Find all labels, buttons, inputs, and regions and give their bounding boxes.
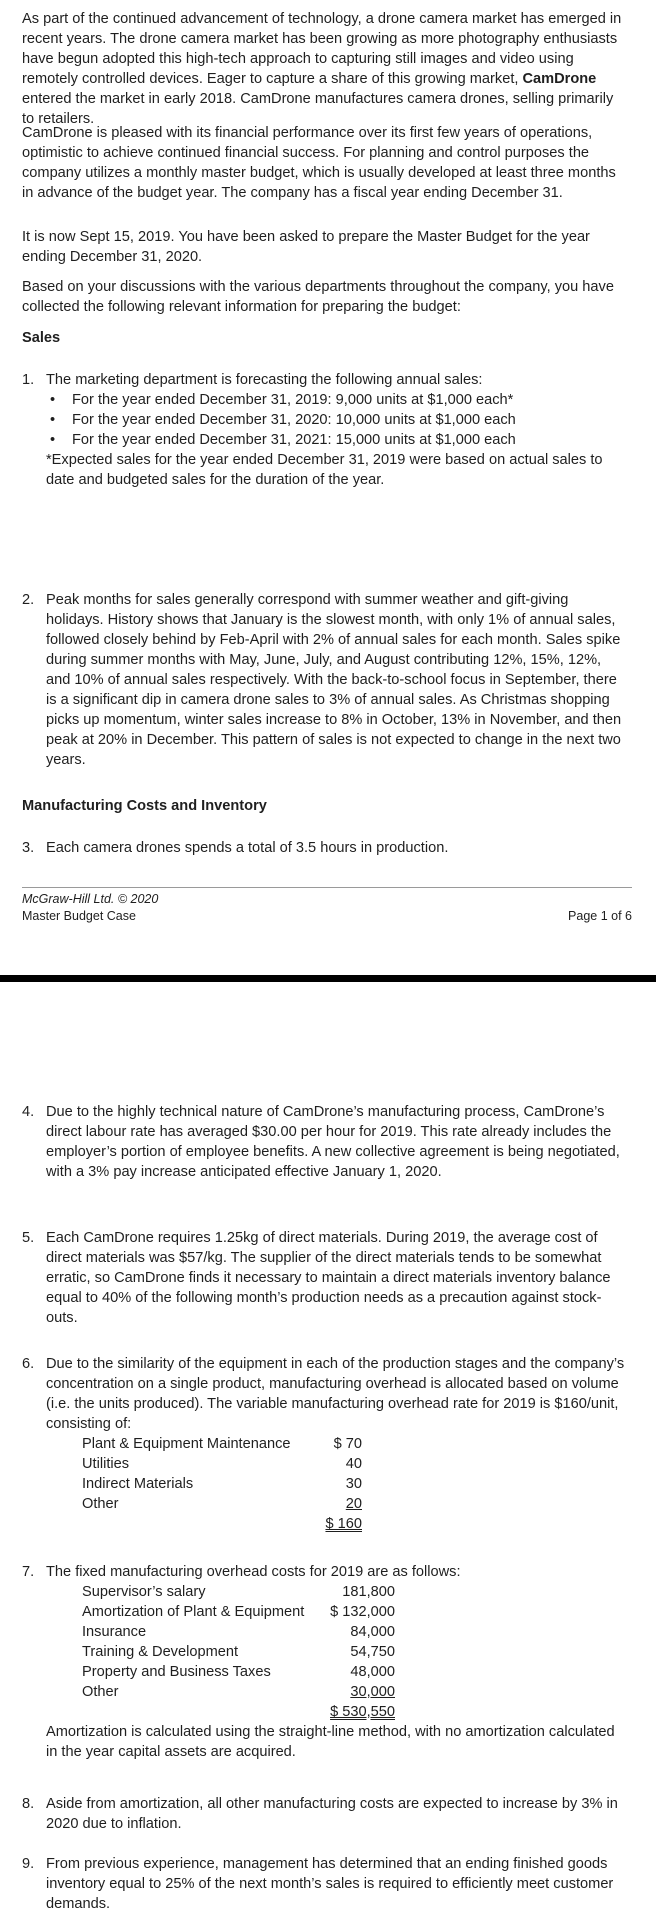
list-item-7 [22, 1562, 628, 1762]
total-row: $ 530,550 [330, 1704, 395, 1720]
amortization-note: Amortization is calculated using the straight-line method, with no amortization calculated in the year capital assets are acquired. [46, 1724, 615, 1760]
table-row: Indirect Materials 30 [82, 1476, 362, 1492]
document-page-2 [0, 982, 656, 1920]
fixed-overhead-table [82, 1582, 395, 1722]
intro-paragraph-3: It is now Sept 15, 2019. You have been asked to prepare the Master Budget for the year ending December 31, 2020. [22, 229, 590, 265]
variable-overhead-table [82, 1434, 362, 1534]
list-item: • For the year ended December 31, 2019: 9,000 units at $1,000 each* [50, 392, 514, 408]
footnote: *Expected sales for the year ended December 31, 2019 were based on actual sales to date and budgeted sales for the duration of the year. [46, 452, 603, 488]
bullet-icon: • [50, 412, 56, 428]
company-name: CamDrone [522, 71, 597, 87]
list-number: 4. [22, 1104, 35, 1120]
list-item-text: Each camera drones spends a total of 3.5 hours in production. [46, 840, 449, 856]
list-item-8 [22, 1794, 628, 1834]
list-item-text: Each CamDrone requires 1.25kg of direct materials. During 2019, the average cost of direct materials was $57/kg. The supplier of the direct materials tends to be somewhat erratic, so CamDrone finds it necessary to maintain a direct materials inventory balance equal to 40% of the following month’s production needs as a precaution against stock-outs. [46, 1230, 611, 1326]
sales-forecast-list [46, 390, 628, 450]
table-row: Property and Business Taxes 48,000 [82, 1664, 395, 1680]
list-item-5 [22, 1228, 628, 1328]
intro-paragraph-4: Based on your discussions with the various departments throughout the company, you have collected the following relevant information for preparing the budget: [22, 279, 614, 315]
table-row: Other 20 [82, 1496, 362, 1512]
list-item-text: Aside from amortization, all other manufacturing costs are expected to increase by 3% in 2020 due to inflation. [46, 1796, 618, 1832]
list-item-text: Due to the similarity of the equipment in each of the production stages and the company’s concentration on a single product, manufacturing overhead is allocated based on volume (i.e. the units produced). The variable manufacturing overhead rate for 2019 is $160/unit, consisting of: [46, 1356, 625, 1432]
table-row: Insurance 84,000 [82, 1624, 395, 1640]
list-number: 8. [22, 1796, 35, 1812]
table-row: Other 30,000 [82, 1684, 395, 1700]
total-row: $ 160 [325, 1516, 362, 1532]
page-footer [22, 891, 158, 925]
sales-heading: Sales [22, 330, 61, 346]
list-item-text: The marketing department is forecasting the following annual sales: [46, 372, 483, 388]
list-item-text: Peak months for sales generally correspond with summer weather and gift-giving holidays. History shows that January is the slowest month, with only 1% of annual sales, followed closely behind by Feb-April with 2% of annual sales for each month. Sales spike during summer months with May, June, July, and August contributing 12%, 15%, 12%, and 10% of annual sales respectively. With the back-to-school focus in September, there is a significant dip in camera drone sales to 3% of annual sales. As Christmas shopping picks up momentum, winter sales increase to 8% in October, 13% in November, and then peak at 20% in December. This pattern of sales is not expected to change in the next two years. [46, 592, 622, 768]
manufacturing-heading: Manufacturing Costs and Inventory [22, 798, 267, 814]
footer-title: Master Budget Case [22, 909, 136, 923]
list-item-2 [22, 590, 628, 770]
table-row: Utilities 40 [82, 1456, 362, 1472]
list-number: 1. [22, 372, 35, 388]
list-item-9 [22, 1854, 628, 1914]
list-item-text: Due to the highly technical nature of CamDrone’s manufacturing process, CamDrone’s direct labour rate has averaged $30.00 per hour for 2019. This rate already includes the employer’s portion of employee benefits. A new collective agreement is being negotiated, with a 3% pay increase anticipated effective January 1, 2020. [46, 1104, 620, 1180]
intro-paragraph-1: As part of the continued advancement of technology, a drone camera market has emerged in recent years. The drone camera market has been growing as more photography enthusiasts have begun adopted this high-tech approach to capturing still images and video using remotely controlled devices. Eager to capture a share of this growing market, CamDrone entered the market in early 2018. CamDrone manufactures camera drones, selling primarily to retailers. [22, 11, 622, 127]
list-item-1 [22, 370, 628, 490]
table-row: Supervisor’s salary 181,800 [82, 1584, 395, 1600]
list-item-3 [22, 838, 628, 858]
bullet-icon: • [50, 392, 56, 408]
list-item-4 [22, 1102, 628, 1182]
footer-divider [22, 887, 632, 888]
list-number: 3. [22, 840, 35, 856]
list-number: 5. [22, 1230, 35, 1246]
bullet-icon: • [50, 432, 56, 448]
list-number: 7. [22, 1564, 35, 1580]
list-number: 2. [22, 592, 35, 608]
intro-paragraph-2: CamDrone is pleased with its financial performance over its first few years of operations, optimistic to achieve continued financial success. For planning and control purposes the company utilizes a monthly master budget, which is usually developed at least three months in advance of the budget year. The company has a fiscal year ending December 31. [22, 125, 616, 201]
page-number: Page 1 of 6 [568, 909, 632, 923]
list-item-6 [22, 1354, 628, 1534]
table-row: Plant & Equipment Maintenance $ 70 [82, 1436, 362, 1452]
table-row: Amortization of Plant & Equipment $ 132,000 [82, 1604, 395, 1620]
list-item: • For the year ended December 31, 2020: 10,000 units at $1,000 each [50, 412, 516, 428]
list-item: • For the year ended December 31, 2021: 15,000 units at $1,000 each [50, 432, 516, 448]
page-separator [0, 975, 656, 982]
list-number: 9. [22, 1856, 35, 1872]
list-item-text: The fixed manufacturing overhead costs for 2019 are as follows: [46, 1564, 461, 1580]
table-row: Training & Development 54,750 [82, 1644, 395, 1660]
footer-copyright: McGraw-Hill Ltd. © 2020 [22, 892, 159, 906]
list-number: 6. [22, 1356, 35, 1372]
list-item-text: From previous experience, management has determined that an ending finished goods inventory equal to 25% of the next month’s sales is required to efficiently meet customer demands. [46, 1856, 614, 1912]
